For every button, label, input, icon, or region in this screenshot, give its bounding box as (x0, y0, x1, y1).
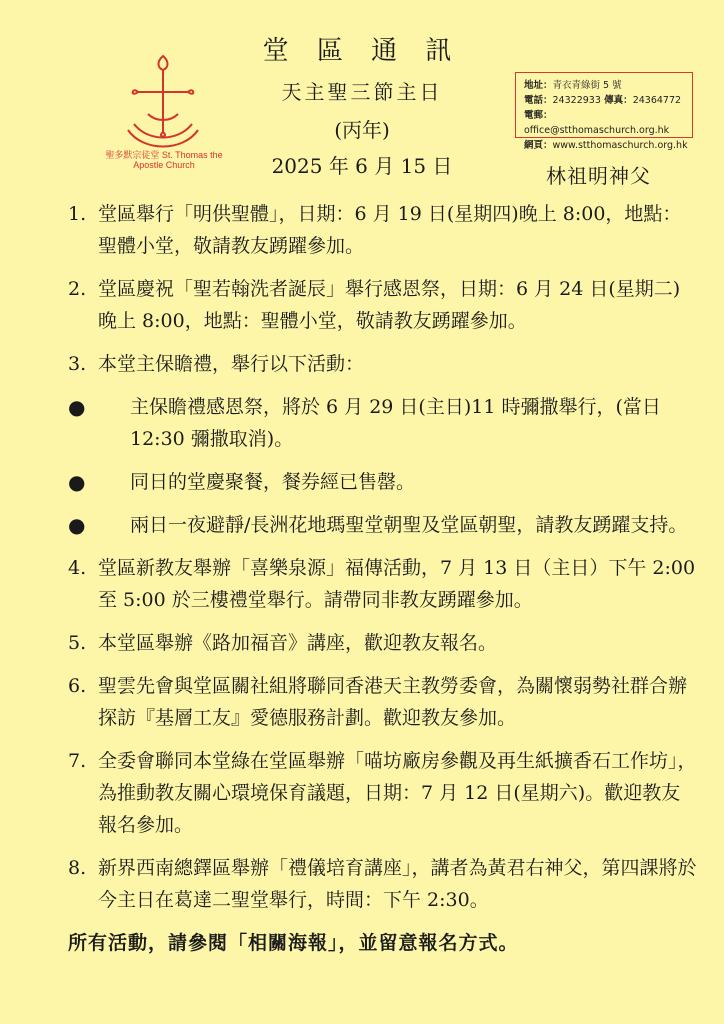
bullet-item: ● 主保瞻禮感恩祭，將於 6 月 29 日(主日)11 時彌撒舉行，(當日 12:30 彌撒取消)。 (68, 391, 698, 455)
page-title: 堂 區 通 訊 (262, 36, 462, 66)
contact-address: 地址：青衣青綠街 5 號 (524, 80, 622, 91)
bullet-dot-icon: ● (68, 395, 86, 419)
bulletin-date: 2025 年 6 月 15 日 (271, 154, 453, 178)
list-item: 1. 堂區舉行「明供聖體」，日期：6 月 19 日(星期四)晚上 8:00，地點：聖體小堂，敬請教友踴躍參加。 (68, 203, 682, 257)
church-logo-icon (108, 52, 218, 164)
bullet-dot-icon: ● (68, 470, 86, 494)
bullet-item: ● 兩日一夜避靜/長洲花地瑪聖堂朝聖及堂區朝聖，請教友踴躍支持。 (68, 509, 698, 541)
list-item: 7. 全委會聯同本堂綠在堂區舉辦「喵坊廠房參觀及再生紙擴香石工作坊」，為推動教友關心環境保育議題，日期：7 月 12 日(星期六)。歡迎教友報名參加。 (68, 750, 697, 836)
contact-box (515, 72, 693, 151)
bullet-dot-icon: ● (68, 513, 86, 537)
contact-website: 網頁：www.stthomaschurch.org.hk (524, 140, 688, 151)
list-item: 2. 堂區慶祝「聖若翰洗者誕辰」舉行感恩祭，日期：6 月 24 日(星期二)晚上 8:00，地點：聖體小堂，敬請教友踴躍參加。 (68, 278, 681, 332)
liturgical-year: (丙年) (334, 118, 390, 142)
list-item: 8. 新界西南總鐸區舉辦「禮儀培育講座」，講者為黃君右神父，第四課將於今主日在葛達二聖堂舉行，時間：下午 2:30。 (68, 857, 697, 911)
footer-note: 所有活動，請參閱「相關海報」，並留意報名方式。 (68, 932, 519, 954)
page-subtitle: 天主聖三節主日 (281, 80, 443, 104)
contact-phone: 電話：24322933 傳真：24364772 (524, 95, 682, 106)
church-logo-text: 聖多默宗徒堂 St. Thomas the Apostle Church (105, 150, 223, 170)
list-item: 4. 堂區新教友舉辦「喜樂泉源」福傳活動，7 月 13 日（主日）下午 2:00 至 5:00 於三樓禮堂舉行。請帶同非教友踴躍參加。 (68, 557, 696, 611)
list-item: 5. 本堂區舉辦《路加福音》講座，歡迎教友報名。 (68, 632, 498, 654)
announcement-list (68, 198, 698, 927)
contact-email: 電郵：office@stthomaschurch.org.hk (524, 110, 670, 136)
priest-name: 林祖明神父 (546, 164, 651, 188)
list-item: 6. 聖雲先會與堂區關社組將聯同香港天主教勞委會，為關懷弱勢社群合辦探訪『基層工友』愛德服務計劃。歡迎教友參加。 (68, 675, 688, 729)
bullet-item: ● 同日的堂慶聚餐，餐券經已售罄。 (68, 466, 698, 498)
list-item: 3. 本堂主保瞻禮，舉行以下活動： (68, 353, 365, 375)
